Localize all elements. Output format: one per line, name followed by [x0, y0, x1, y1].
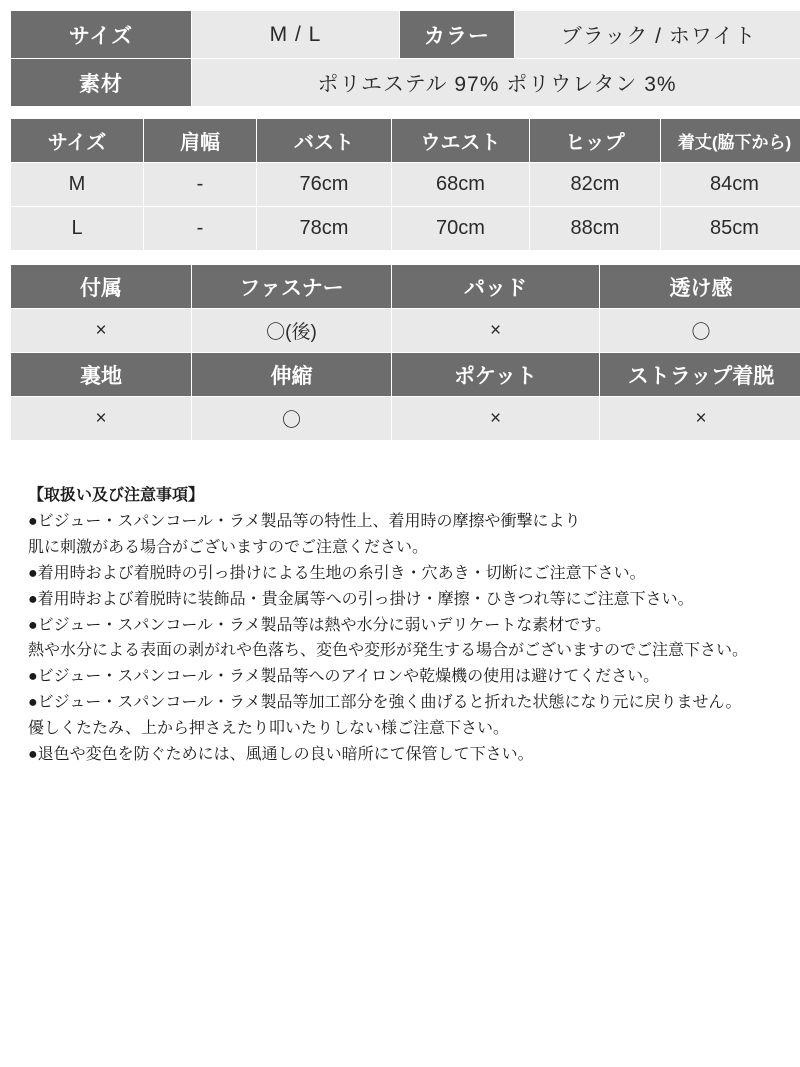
size-header-size: サイズ: [11, 119, 144, 163]
care-instructions-line: ●ビジュー・スパンコール・ラメ製品等へのアイロンや乾燥機の使用は避けてください。: [28, 668, 660, 686]
detail-header-zipper: ファスナー: [192, 265, 392, 309]
size-row-m-size: M: [11, 163, 144, 207]
care-instructions-line: ●着用時および着脱時に装飾品・貴金属等への引っ掛け・摩擦・ひきつれ等にご注意下さい。: [28, 590, 694, 608]
detail-header-pocket: ポケット: [392, 353, 600, 397]
detail-header-accessory: 付属: [11, 265, 192, 309]
size-row-l-waist: 70cm: [392, 207, 530, 251]
care-instructions-line: ●ビジュー・スパンコール・ラメ製品等加工部分を強く曲げると折れた状態になり元に戻りません。: [28, 694, 742, 712]
detail-value-accessory: ×: [11, 309, 192, 353]
spec-label-color: カラー: [400, 11, 515, 59]
size-header-length: 着丈(脇下から): [661, 119, 800, 163]
spec-table: [10, 10, 800, 107]
care-instructions-line: ●着用時および着脱時の引っ掛けによる生地の糸引き・穴あき・切断にご注意下さい。: [28, 564, 646, 582]
care-instructions: [10, 483, 790, 768]
table-row: [11, 309, 800, 353]
size-header-waist: ウエスト: [392, 119, 530, 163]
care-instructions-line: ●ビジュー・スパンコール・ラメ製品等の特性上、着用時の摩擦や衝撃により: [28, 512, 581, 530]
detail-value-stretch: 〇: [192, 397, 392, 441]
detail-value-lining: ×: [11, 397, 192, 441]
size-header-shoulder: 肩幅: [144, 119, 257, 163]
table-header-row: [11, 119, 800, 163]
detail-value-strap: ×: [600, 397, 800, 441]
care-instructions-title: 【取扱い及び注意事項】: [28, 487, 205, 504]
detail-header-sheer: 透け感: [600, 265, 800, 309]
size-table: [10, 118, 800, 251]
detail-value-sheer: 〇: [600, 309, 800, 353]
table-row: [11, 59, 800, 107]
detail-header-pad: パッド: [392, 265, 600, 309]
table-row: [11, 397, 800, 441]
spec-value-size: M / L: [192, 11, 400, 59]
size-row-m-bust: 76cm: [257, 163, 392, 207]
size-row-l-bust: 78cm: [257, 207, 392, 251]
size-row-m-waist: 68cm: [392, 163, 530, 207]
table-header-row: [11, 265, 800, 309]
spec-value-material: ポリエステル 97% ポリウレタン 3%: [192, 59, 800, 107]
size-row-m-hip: 82cm: [530, 163, 661, 207]
size-row-l-length: 85cm: [661, 207, 800, 251]
detail-header-strap: ストラップ着脱: [600, 353, 800, 397]
size-row-l-size: L: [11, 207, 144, 251]
spec-value-color: ブラック / ホワイト: [515, 11, 800, 59]
table-row: [11, 11, 800, 59]
care-instructions-line: ●退色や変色を防ぐためには、風通しの良い暗所にて保管して下さい。: [28, 746, 534, 764]
size-header-bust: バスト: [257, 119, 392, 163]
care-instructions-line: 肌に刺激がある場合がございますのでご注意ください。: [28, 538, 429, 556]
care-instructions-line: 優しくたたみ、上から押さえたり叩いたりしない様ご注意下さい。: [28, 720, 509, 738]
detail-header-stretch: 伸縮: [192, 353, 392, 397]
table-row: [11, 207, 800, 251]
care-instructions-line: 熱や水分による表面の剥がれや色落ち、変色や変形が発生する場合がございますのでご注意下さい。: [28, 642, 749, 660]
size-header-hip: ヒップ: [530, 119, 661, 163]
size-row-m-length: 84cm: [661, 163, 800, 207]
size-row-l-hip: 88cm: [530, 207, 661, 251]
spec-label-material: 素材: [11, 59, 192, 107]
table-row: [11, 163, 800, 207]
table-header-row: [11, 353, 800, 397]
care-instructions-line: ●ビジュー・スパンコール・ラメ製品等は熱や水分に弱いデリケートな素材です。: [28, 616, 611, 634]
detail-header-lining: 裏地: [11, 353, 192, 397]
detail-value-pocket: ×: [392, 397, 600, 441]
detail-value-zipper: 〇(後): [192, 309, 392, 353]
detail-table: [10, 264, 800, 441]
detail-value-pad: ×: [392, 309, 600, 353]
size-row-m-shoulder: -: [144, 163, 257, 207]
size-row-l-shoulder: -: [144, 207, 257, 251]
spec-label-size: サイズ: [11, 11, 192, 59]
